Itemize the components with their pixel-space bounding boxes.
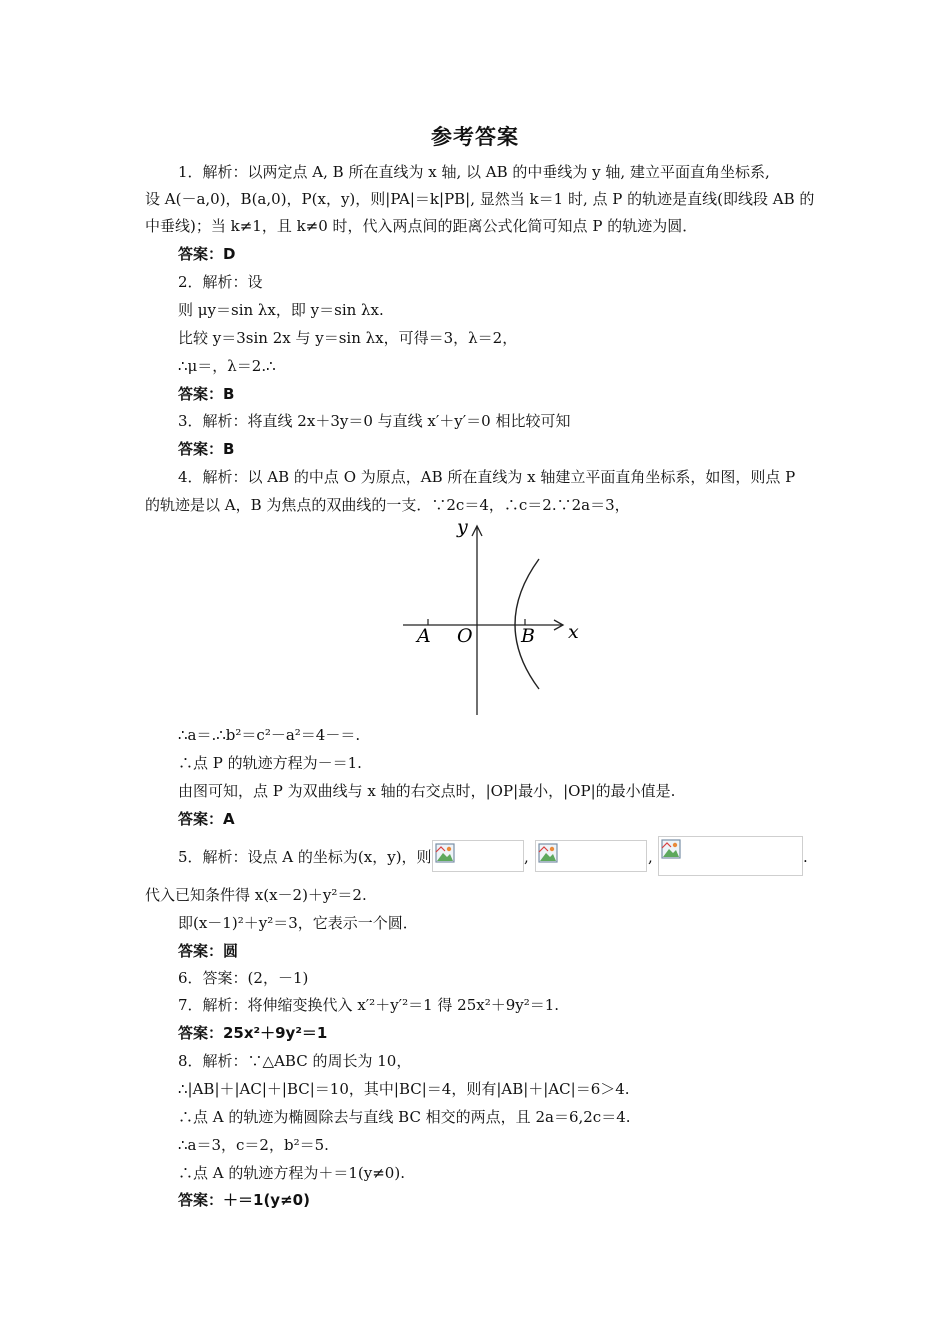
q7-line-1: 7．解析：将伸缩变换代入 x′²＋y′²＝1 得 25x²＋9y²＝1. bbox=[178, 996, 560, 1014]
hyperbola-figure bbox=[395, 515, 595, 720]
origin-label: O bbox=[457, 625, 473, 647]
page-title: 参考答案 bbox=[431, 125, 519, 149]
q1-answer: 答案：D bbox=[178, 245, 236, 263]
q8-line-4: ∴a＝3，c＝2，b²＝5. bbox=[178, 1136, 329, 1154]
q5-answer: 答案：圆 bbox=[178, 942, 239, 960]
broken-image-icon bbox=[538, 843, 558, 863]
q1-line-1: 1．解析：以两定点 A, B 所在直线为 x 轴, 以 AB 的中垂线为 y 轴, 建立平面直角坐标系, bbox=[178, 163, 770, 181]
q4-line-5: 由图可知，点 P 为双曲线与 x 轴的右交点时，|OP|最小，|OP|的最小值是. bbox=[178, 782, 676, 800]
q4-line-2: 的轨迹是以 A，B 为焦点的双曲线的一支．∵2c＝4，∴c＝2.∵2a＝3， bbox=[145, 496, 630, 514]
q4-line-3: ∴a＝.∴b²＝c²－a²＝4－＝. bbox=[178, 726, 361, 744]
q8-line-2: ∴|AB|＋|AC|＋|BC|＝10，其中|BC|＝4，则有|AB|＋|AC|＝6＞4. bbox=[178, 1080, 630, 1098]
q8-line-5: ∴点 A 的轨迹方程为＋＝1(y≠0). bbox=[178, 1164, 405, 1182]
broken-image-placeholder-3 bbox=[658, 836, 803, 876]
q5-line-2: 代入已知条件得 x(x－2)＋y²＝2. bbox=[145, 886, 367, 904]
q7-answer: 答案：25x²＋9y²＝1 bbox=[178, 1024, 328, 1042]
q2-line-2: 则 μy＝sin λx，即 y＝sin λx. bbox=[178, 301, 384, 319]
q5-line-3: 即(x－1)²＋y²＝3，它表示一个圆． bbox=[178, 914, 418, 932]
broken-image-icon bbox=[435, 843, 455, 863]
q5-line-1: 5．解析：设点 A 的坐标为(x，y)，则 bbox=[178, 848, 432, 866]
q1-line-2: 设 A(－a,0)，B(a,0)，P(x，y)，则|PA|＝k|PB|, 显然当 k＝1 时, 点 P 的轨迹是直线(即线段 AB 的 bbox=[145, 190, 815, 208]
q3-answer: 答案：B bbox=[178, 440, 235, 458]
q2-line-4: ∴μ＝，λ＝2.∴ bbox=[178, 357, 276, 375]
point-b-label: B bbox=[521, 625, 535, 647]
q5-line-1-end: . bbox=[803, 848, 808, 866]
y-axis-label: y bbox=[457, 516, 468, 538]
q3-line-1: 3．解析：将直线 2x＋3y＝0 与直线 x′＋y′＝0 相比较可知 bbox=[178, 412, 571, 430]
q4-line-4: ∴点 P 的轨迹方程为－＝1. bbox=[178, 754, 362, 772]
q2-answer: 答案：B bbox=[178, 385, 235, 403]
q6-answer: 6．答案：(2，－1) bbox=[178, 969, 309, 987]
q8-line-3: ∴点 A 的轨迹为椭圆除去与直线 BC 相交的两点，且 2a＝6,2c＝4. bbox=[178, 1108, 631, 1126]
q5-separator-1: , bbox=[524, 848, 529, 866]
q2-line-3: 比较 y＝3sin 2x 与 y＝sin λx，可得＝3，λ＝2， bbox=[178, 329, 518, 347]
q4-answer: 答案：A bbox=[178, 810, 235, 828]
hyperbola-branch bbox=[515, 559, 539, 689]
q8-line-1: 8．解析：∵△ABC 的周长为 10， bbox=[178, 1052, 412, 1070]
broken-image-placeholder-2 bbox=[535, 840, 647, 872]
broken-image-icon bbox=[661, 839, 681, 859]
point-a-label: A bbox=[417, 625, 431, 647]
q5-separator-2: , bbox=[648, 848, 653, 866]
q4-line-1: 4．解析：以 AB 的中点 O 为原点，AB 所在直线为 x 轴建立平面直角坐标系，如图，则点 P bbox=[178, 468, 796, 486]
q1-line-3: 中垂线)；当 k≠1，且 k≠0 时，代入两点间的距离公式化简可知点 P 的轨迹为圆． bbox=[145, 217, 698, 235]
broken-image-placeholder-1 bbox=[432, 840, 524, 872]
x-axis-label: x bbox=[568, 621, 579, 643]
q2-line-1: 2．解析：设 bbox=[178, 273, 263, 291]
q8-answer: 答案：＋＝1(y≠0) bbox=[178, 1191, 310, 1209]
